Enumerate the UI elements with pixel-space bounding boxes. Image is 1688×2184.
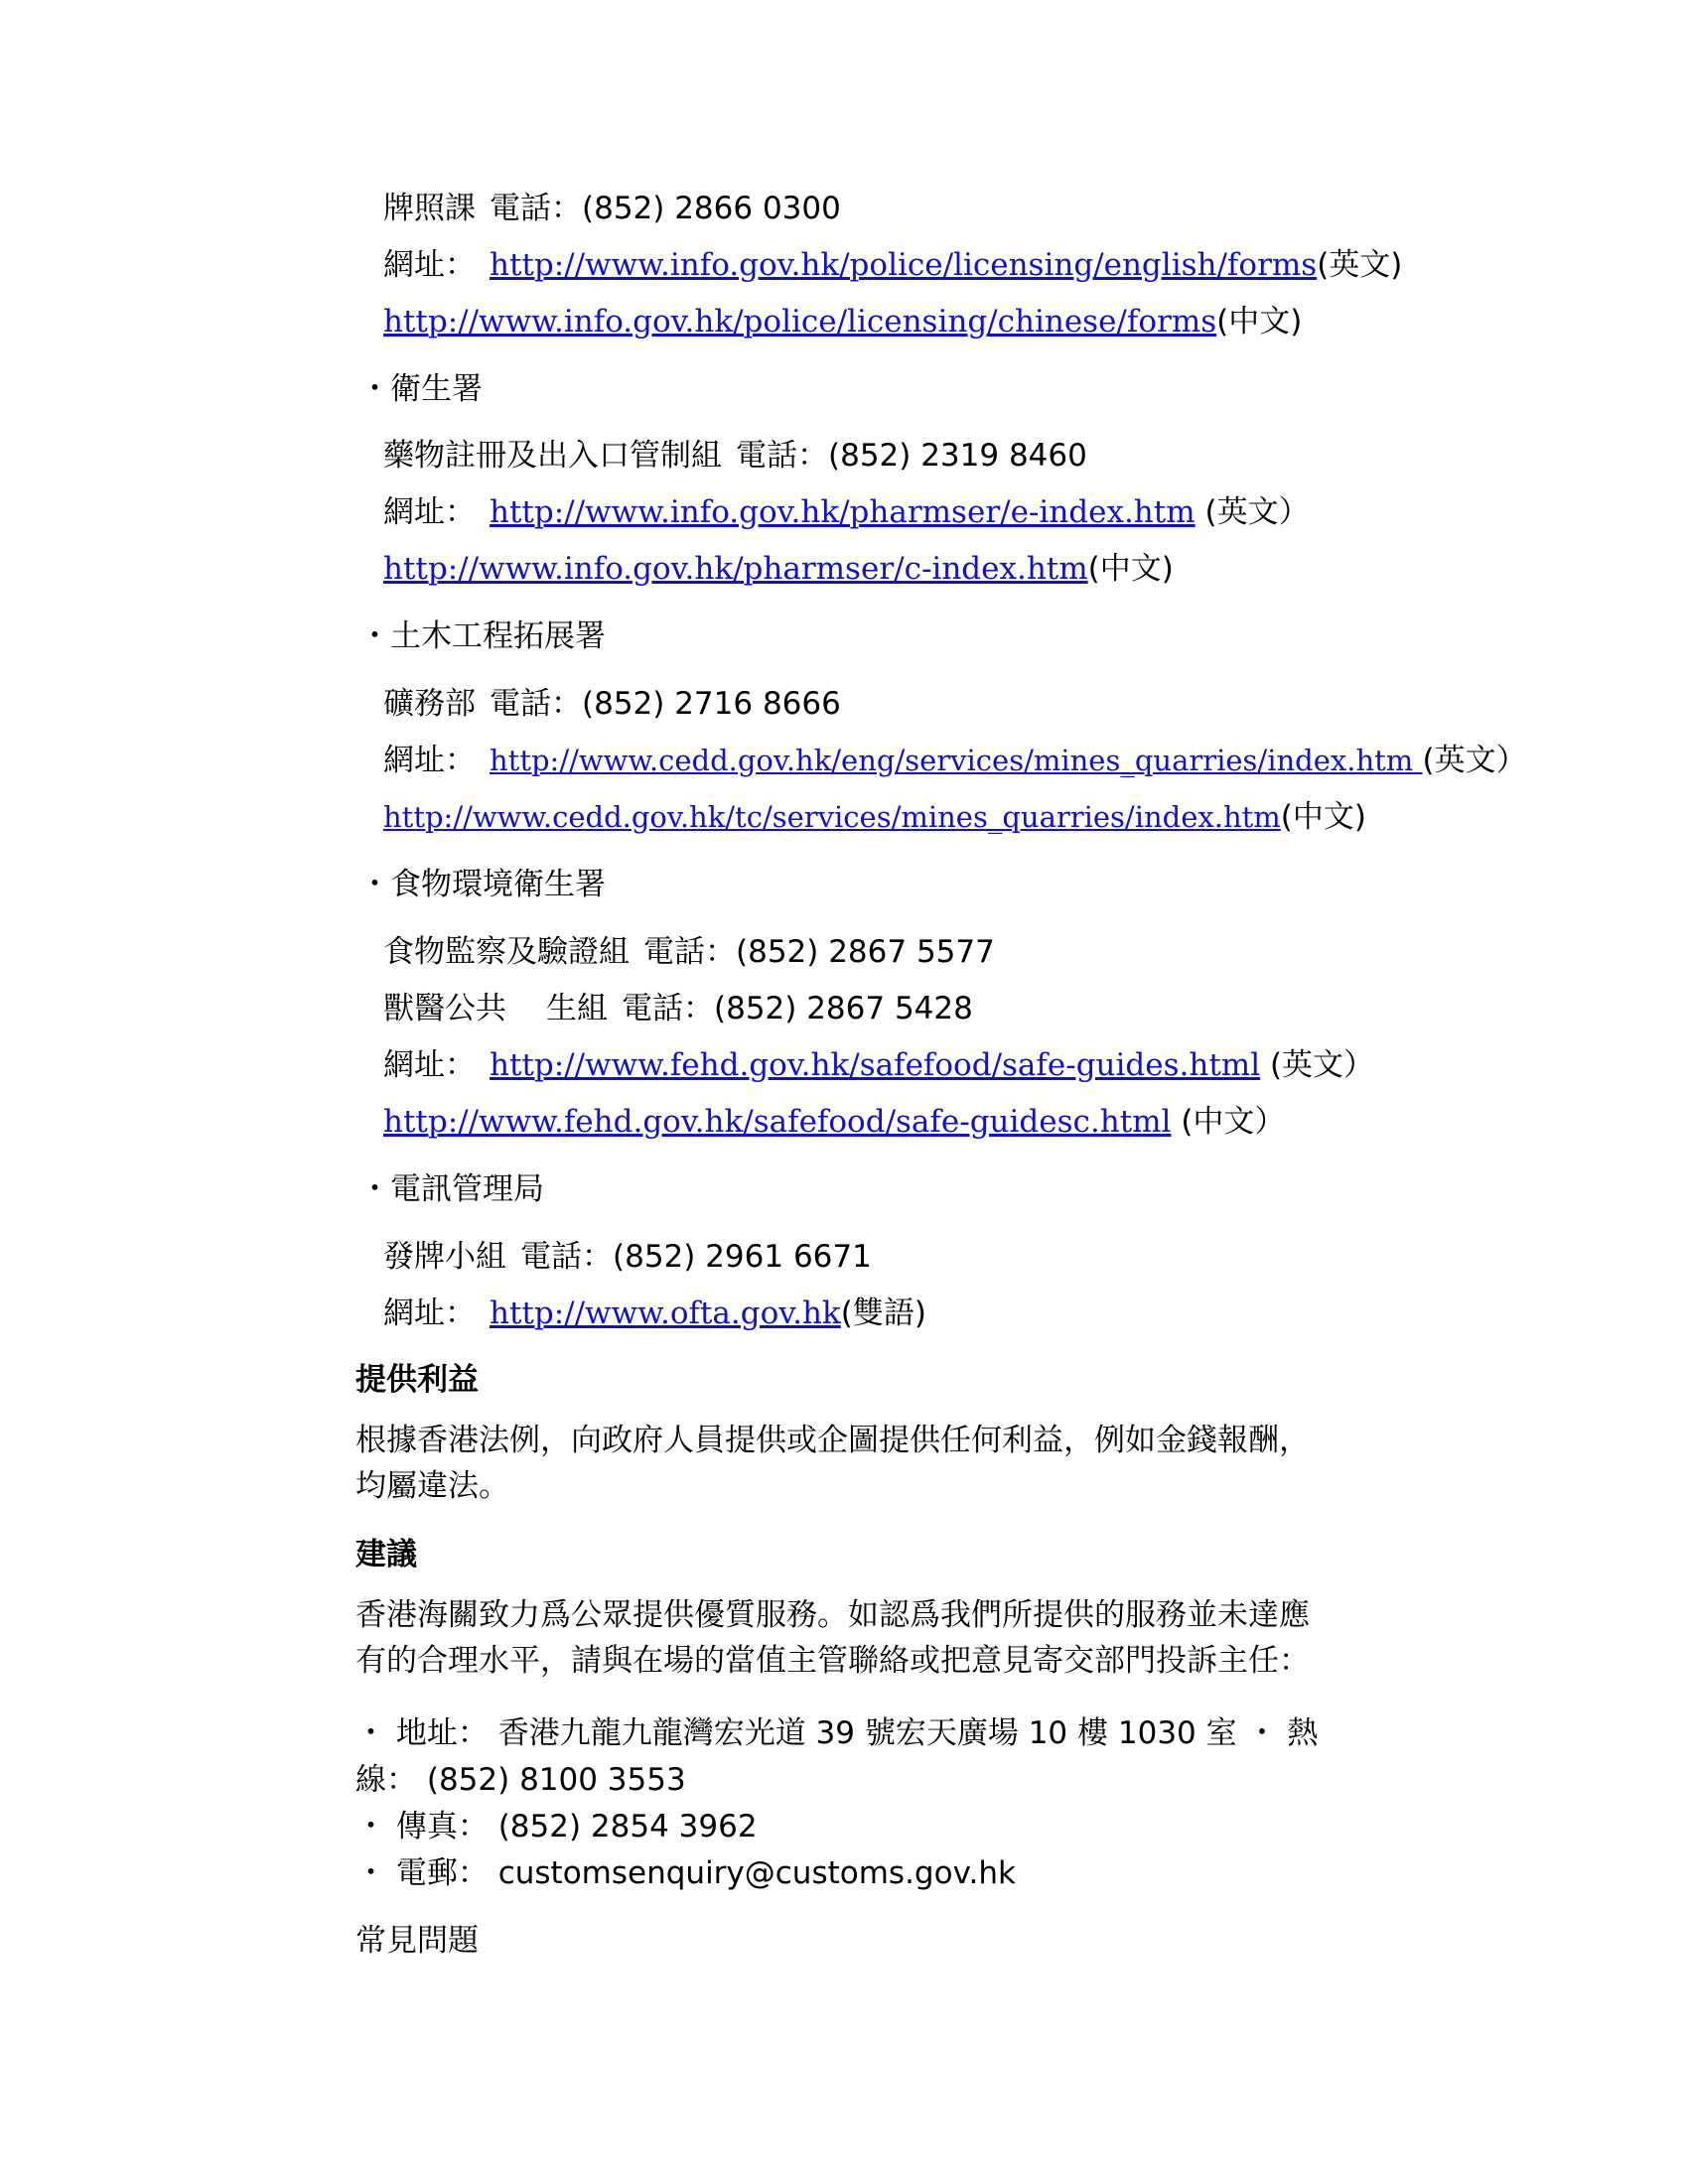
lang-tag: (中文): [1280, 799, 1366, 835]
faq-heading: 常見問題: [355, 1923, 479, 1959]
fehd-unit-1: 食物監察及驗證組: [383, 934, 630, 970]
fehd-web-line-zh: [383, 1102, 1285, 1142]
fehd-unit-2a: 獸醫公共: [383, 991, 506, 1026]
licensing-phone: 電話：(852) 2866 0300: [490, 191, 841, 226]
health-url-english-link[interactable]: http://www.info.gov.hk/pharmser/e-index.htm: [490, 494, 1196, 530]
web-label: 網址：: [383, 247, 476, 283]
web-label: 網址：: [383, 494, 476, 530]
ofta-web-line: [383, 1294, 926, 1333]
cedd-web-line: [383, 741, 1527, 780]
benefits-paragraph: 根據香港法例，向政府人員提供或企圖提供任何利益，例如金錢報酬，均屬違法。: [355, 1423, 1310, 1504]
licensing-web-line: [383, 245, 1402, 285]
contact-email-line: ・ 電郵： customsenquiry@customs.gov.hk: [355, 1855, 1016, 1891]
fehd-phone-2: 電話：(852) 2867 5428: [622, 991, 973, 1026]
lang-tag: (雙語): [840, 1296, 926, 1331]
bullet: ・: [359, 1171, 390, 1207]
suggestions-paragraph: 香港海關致力爲公眾提供優質服務。如認爲我們所提供的服務並未達應有的合理水平，請與在場的當值主管聯絡或把意見寄交部門投訴主任：: [355, 1597, 1310, 1679]
cedd-unit: 礦務部: [383, 686, 476, 722]
lang-tag: (英文）: [1195, 494, 1310, 530]
fehd-url-english-link[interactable]: http://www.fehd.gov.hk/safefood/safe-guides.html: [490, 1047, 1261, 1083]
lang-tag: (英文）: [1260, 1047, 1375, 1083]
licensing-url-english-link[interactable]: http://www.info.gov.hk/police/licensing/english/forms: [490, 247, 1318, 283]
lang-tag: (中文）: [1171, 1104, 1286, 1140]
health-title-line: [359, 369, 483, 409]
lang-tag: (中文): [1087, 551, 1174, 587]
ofta-title-line: [359, 1169, 544, 1209]
fehd-phone-1: 電話：(852) 2867 5577: [643, 934, 995, 970]
benefits-heading: 提供利益: [355, 1362, 479, 1398]
ofta-title: 電訊管理局: [390, 1171, 544, 1207]
contact-hotline-line: 線： (852) 8100 3553: [355, 1762, 686, 1798]
health-unit: 藥物註冊及出入口管制組: [383, 438, 722, 474]
ofta-unit: 發牌小組: [383, 1239, 506, 1275]
cedd-phone-line: [383, 684, 841, 724]
fehd-title: 食物環境衛生署: [390, 867, 606, 902]
health-phone: 電話：(852) 2319 8460: [736, 438, 1087, 474]
cedd-url-chinese-link[interactable]: http://www.cedd.gov.hk/tc/services/mines_quarries/index.htm: [383, 800, 1281, 834]
contact-address-line: ・ 地址： 香港九龍九龍灣宏光道 39 號宏天廣場 10 樓 1030 室 ・ 熱: [355, 1715, 1319, 1751]
bullet: ・: [359, 867, 390, 902]
fehd-unit-2b: 生組: [546, 991, 608, 1026]
lang-tag: (中文): [1216, 304, 1303, 340]
health-title: 衛生署: [390, 371, 483, 407]
fehd-title-line: [359, 865, 606, 904]
cedd-url-english-link[interactable]: http://www.cedd.gov.hk/eng/services/mines_quarries/index.htm: [490, 744, 1423, 777]
health-phone-line: [383, 436, 1087, 476]
licensing-url-chinese-link[interactable]: http://www.info.gov.hk/police/licensing/chinese/forms: [383, 304, 1217, 340]
health-web-line-zh: [383, 549, 1174, 589]
web-label: 網址：: [383, 1047, 476, 1083]
lang-tag: (英文): [1317, 247, 1403, 283]
cedd-phone: 電話：(852) 2716 8666: [490, 686, 841, 722]
contact-fax-line: ・ 傳真： (852) 2854 3962: [355, 1809, 758, 1844]
licensing-unit: 牌照課: [383, 191, 476, 226]
bullet: ・: [359, 618, 390, 654]
fehd-web-line: [383, 1045, 1374, 1085]
ofta-phone: 電話：(852) 2961 6671: [520, 1239, 872, 1275]
ofta-url-link[interactable]: http://www.ofta.gov.hk: [490, 1296, 841, 1331]
fehd-phone-line-2: [383, 989, 973, 1028]
cedd-title-line: [359, 616, 606, 656]
licensing-phone-line: [383, 189, 841, 228]
bullet: ・: [359, 371, 390, 407]
suggestions-heading: 建議: [355, 1537, 417, 1572]
cedd-web-line-zh: [383, 797, 1366, 837]
ofta-phone-line: [383, 1237, 872, 1277]
health-url-chinese-link[interactable]: http://www.info.gov.hk/pharmser/c-index.htm: [383, 551, 1088, 587]
licensing-web-line-zh: [383, 302, 1302, 341]
web-label: 網址：: [383, 1296, 476, 1331]
cedd-title: 土木工程拓展署: [390, 618, 606, 654]
web-label: 網址：: [383, 743, 476, 778]
lang-tag: (英文）: [1422, 743, 1527, 778]
fehd-url-chinese-link[interactable]: http://www.fehd.gov.hk/safefood/safe-guidesc.html: [383, 1104, 1172, 1140]
health-web-line: [383, 492, 1310, 532]
fehd-phone-line-1: [383, 932, 995, 972]
